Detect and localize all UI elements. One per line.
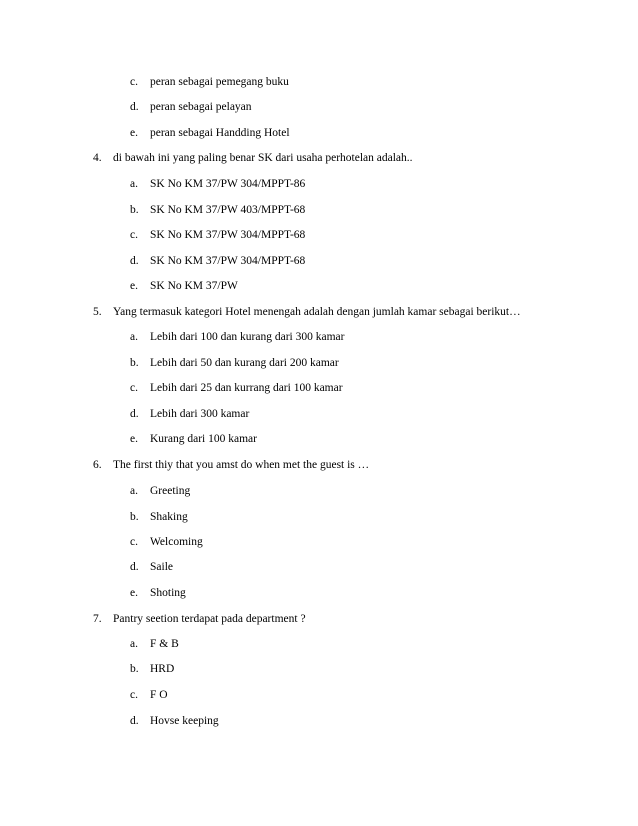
- option-text: Lebih dari 25 dan kurrang dari 100 kamar: [150, 382, 343, 394]
- option-letter: c.: [130, 76, 138, 88]
- option-letter: b.: [130, 204, 139, 216]
- option-letter: d.: [130, 408, 139, 420]
- option-text: peran sebagai pemegang buku: [150, 76, 289, 88]
- option-text: SK No KM 37/PW 304/MPPT-86: [150, 178, 306, 190]
- option-letter: b.: [130, 663, 139, 675]
- option-letter: b.: [130, 357, 139, 369]
- option-letter: e.: [130, 127, 138, 139]
- option-text: peran sebagai pelayan: [150, 101, 252, 113]
- question-number: 7.: [93, 613, 102, 625]
- question-number: 4.: [93, 152, 102, 164]
- option-text: HRD: [150, 663, 175, 675]
- option-text: Shaking: [150, 511, 188, 523]
- option-text: SK No KM 37/PW 304/MPPT-68: [150, 229, 306, 241]
- option-letter: d.: [130, 255, 139, 267]
- option-letter: c.: [130, 229, 138, 241]
- option-text: Saile: [150, 561, 173, 573]
- option-text: Lebih dari 300 kamar: [150, 408, 250, 420]
- option-letter: c.: [130, 689, 138, 701]
- option-text: Greeting: [150, 485, 191, 497]
- option-letter: d.: [130, 715, 139, 727]
- option-letter: e.: [130, 587, 138, 599]
- option-text: Lebih dari 50 dan kurang dari 200 kamar: [150, 357, 339, 369]
- question-text: Pantry seetion terdapat pada department ?: [113, 613, 306, 625]
- option-text: F & B: [150, 638, 179, 650]
- option-text: SK No KM 37/PW 403/MPPT-68: [150, 204, 306, 216]
- question-number: 6.: [93, 459, 102, 471]
- option-letter: a.: [130, 331, 138, 343]
- option-text: Welcoming: [150, 536, 203, 548]
- option-letter: a.: [130, 178, 138, 190]
- option-letter: a.: [130, 638, 138, 650]
- option-text: Shoting: [150, 587, 186, 599]
- option-text: Lebih dari 100 dan kurang dari 300 kamar: [150, 331, 345, 343]
- option-text: peran sebagai Handding Hotel: [150, 127, 290, 139]
- option-text: F O: [150, 689, 168, 701]
- question-number: 5.: [93, 306, 102, 318]
- option-text: Kurang dari 100 kamar: [150, 433, 257, 445]
- option-letter: d.: [130, 561, 139, 573]
- option-letter: b.: [130, 511, 139, 523]
- option-letter: e.: [130, 280, 138, 292]
- option-text: Hovse keeping: [150, 715, 219, 727]
- question-text: The first thiy that you amst do when met the guest is …: [113, 459, 370, 471]
- option-text: SK No KM 37/PW: [150, 280, 238, 292]
- option-letter: a.: [130, 485, 138, 497]
- option-letter: e.: [130, 433, 138, 445]
- option-letter: c.: [130, 382, 138, 394]
- option-letter: d.: [130, 101, 139, 113]
- question-text: di bawah ini yang paling benar SK dari usaha perhotelan adalah..: [113, 152, 413, 164]
- question-text: Yang termasuk kategori Hotel menengah adalah dengan jumlah kamar sebagai berikut…: [113, 306, 521, 318]
- option-letter: c.: [130, 536, 138, 548]
- option-text: SK No KM 37/PW 304/MPPT-68: [150, 255, 306, 267]
